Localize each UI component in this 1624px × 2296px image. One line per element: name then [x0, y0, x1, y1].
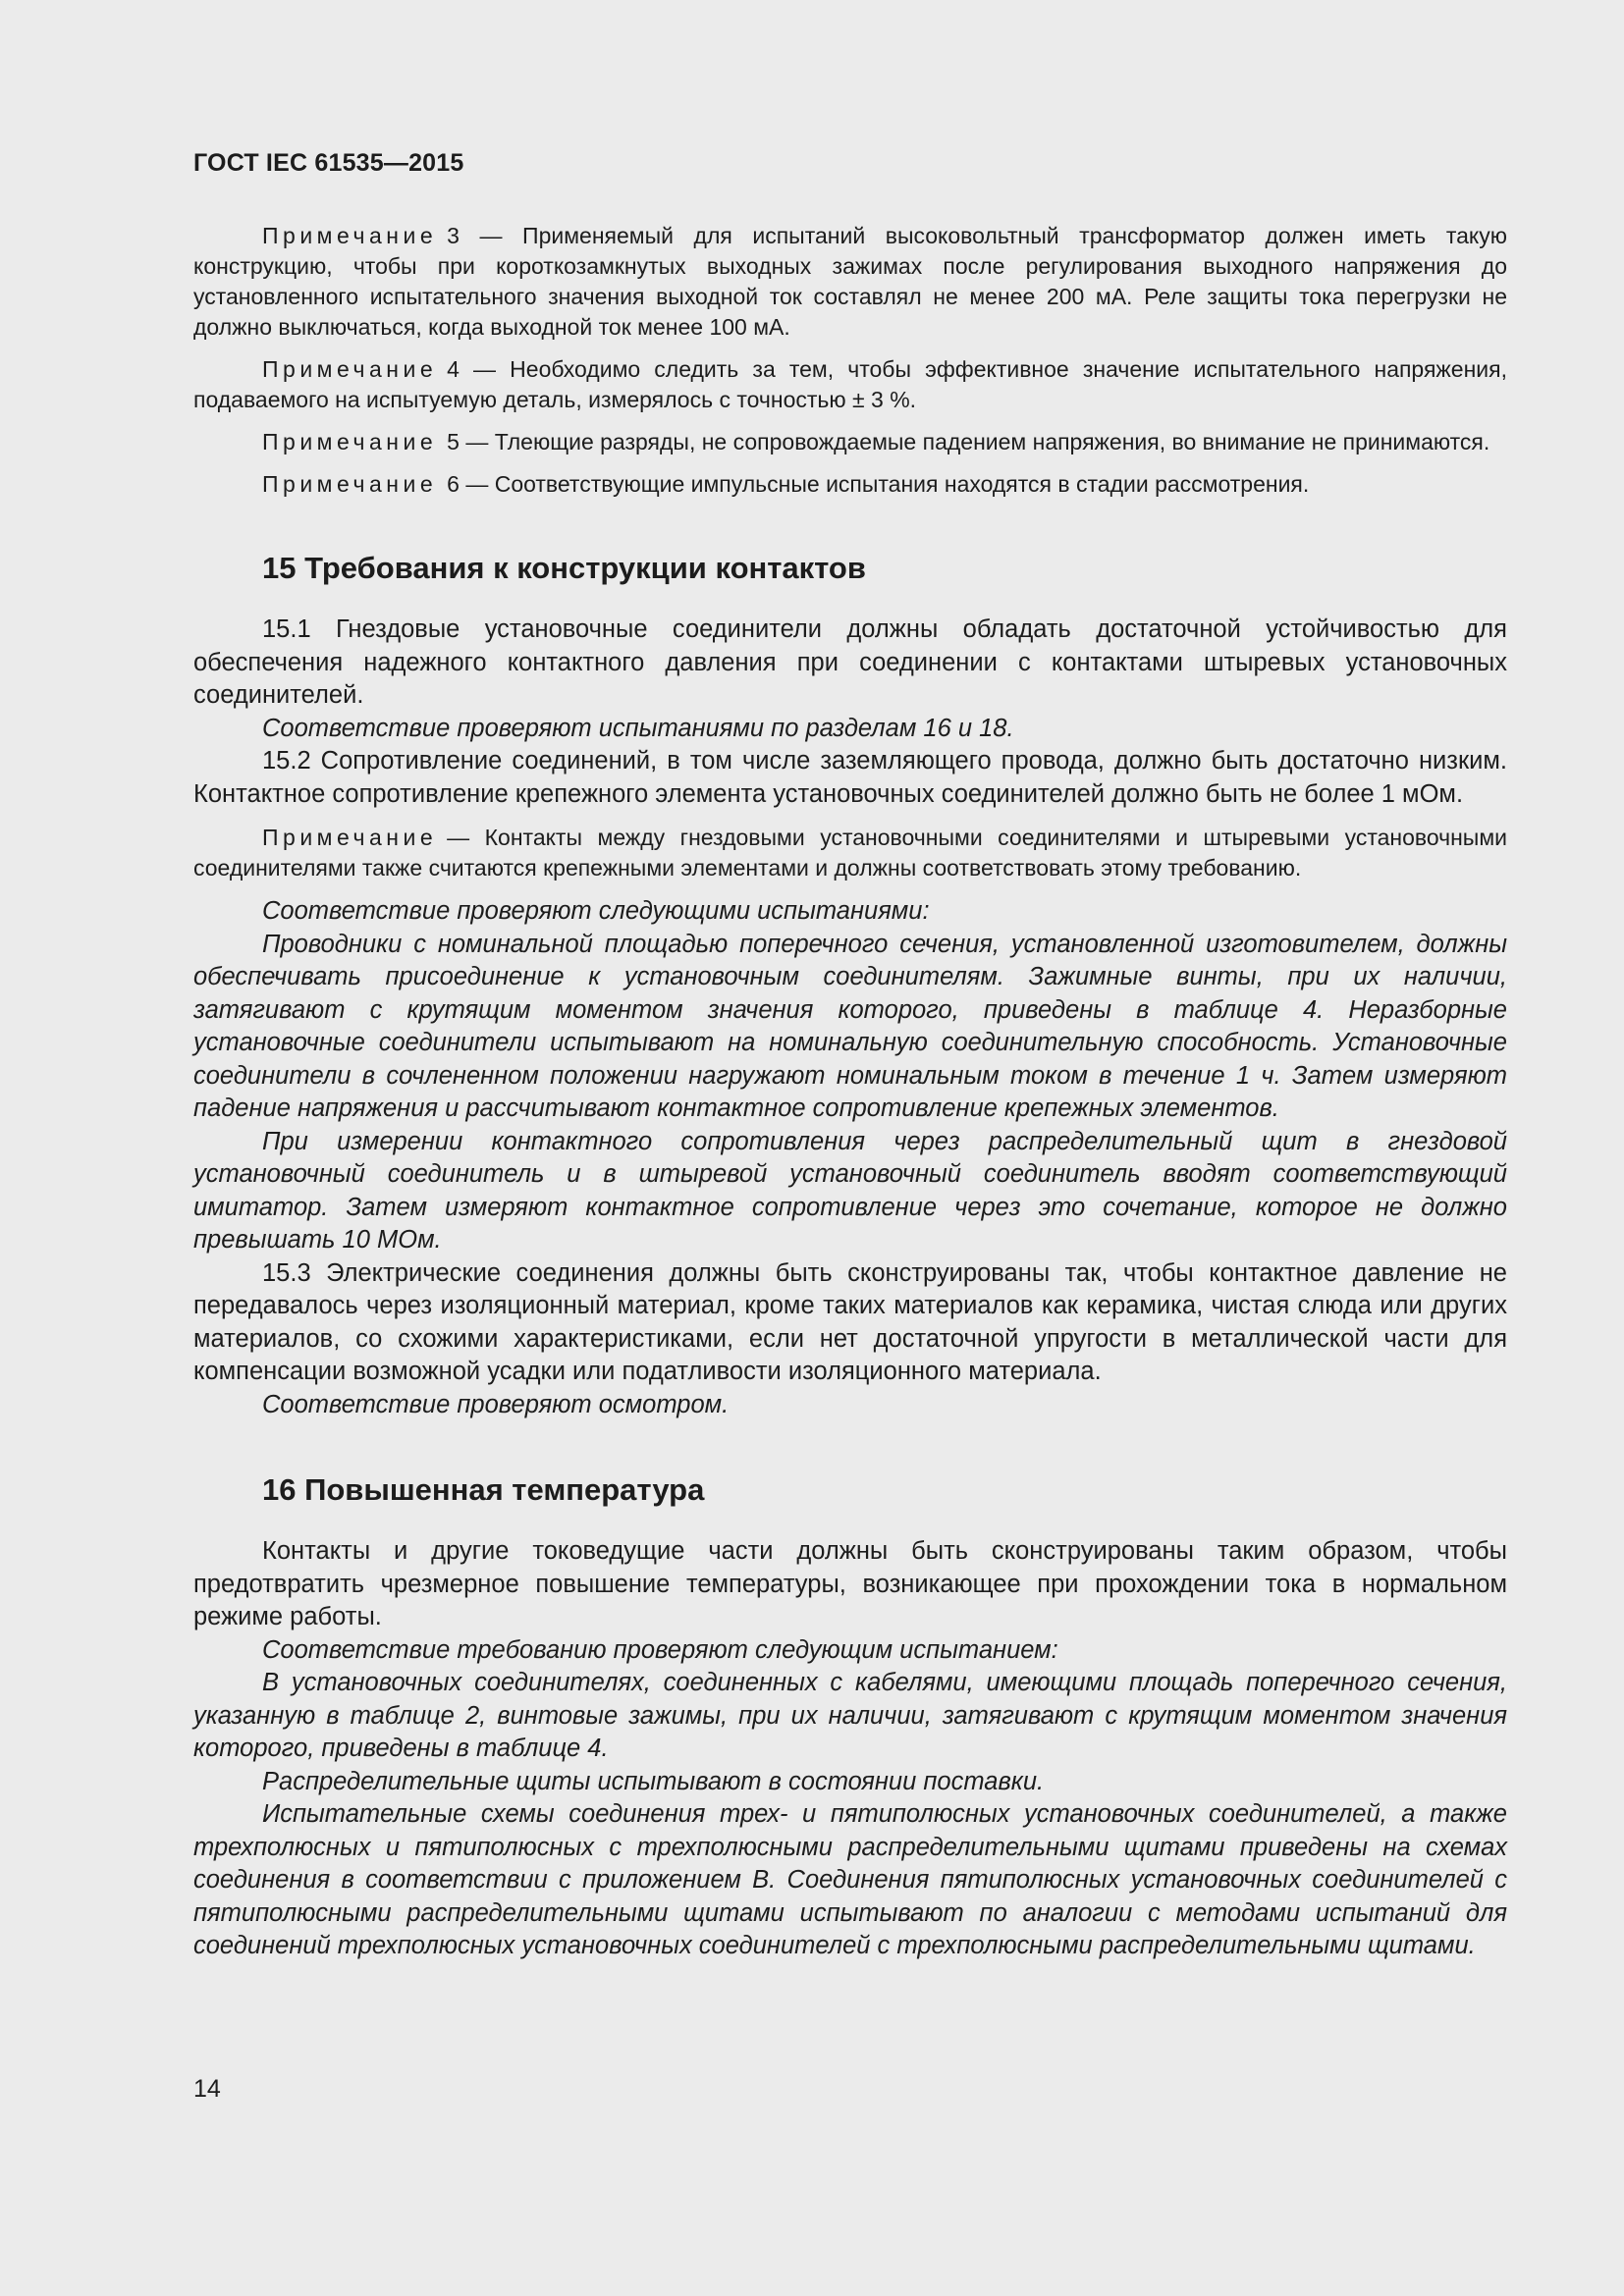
page-content	[193, 221, 1507, 1963]
clause-15-2: 15.2 Сопротивление соединений, в том числе заземляющего провода, должно быть достаточно низким. Контактное сопротивление крепежного элемента установочных соединителей должно быть не более 1 мОм.	[193, 747, 1507, 808]
note-5	[193, 427, 1507, 457]
note-3	[193, 221, 1507, 343]
section-15-heading: 15 Требования к конструкции контактов	[262, 551, 866, 585]
note-label: Примечание	[262, 825, 438, 850]
clause-16-intro: Контакты и другие токоведущие части должны быть сконструированы таким образом, чтобы предотвратить чрезмерное повышение температуры, возникающее при прохождении тока в нормальном режиме работы.	[193, 1537, 1507, 1630]
clause-15-3: 15.3 Электрические соединения должны быть сконструированы так, чтобы контактное давление не передавалось через изоляционный материал, кроме таких материалов как керамика, чистая слюда или других материалов, со схожими характеристиками, если нет достаточной упругости в металлической части для компенсации возможной усадки или податливости изоляционного материала.	[193, 1258, 1507, 1385]
note-text: — Контакты между гнездовыми установочными соединителями и штыревыми установочными соединителями также считаются крепежными элементами и должны соответствовать этому требованию.	[193, 825, 1507, 881]
clause-15-2-test-measurement: При измерении контактного сопротивления через распределительный щит в гнездовой установочный соединитель и в штыревой установочный соединитель вводят соответствующий имитатор. Затем измеряют контактное сопротивление через это сочетание, которое не должно превышать 10 МОм.	[193, 1127, 1507, 1254]
note-text: 3 — Применяемый для испытаний высоковольтный трансформатор должен иметь такую конструкцию, чтобы при короткозамкнутых выходных зажимах после регулирования выходного напряжения до установленного испытательного значения выходной ток составлял не менее 200 мА. Реле защиты тока перегрузки не должно выключаться, когда выходной ток менее 100 мА.	[193, 223, 1507, 340]
page-number: 14	[193, 2075, 221, 2103]
clause-16-test-cables: В установочных соединителях, соединенных с кабелями, имеющими площадь поперечного сечения, указанную в таблице 2, винтовые зажимы, при их наличии, затягивают с крутящим моментом значения которого, приведены в таблице 4.	[193, 1669, 1507, 1762]
clause-15-3-compliance: Соответствие проверяют осмотром.	[262, 1390, 730, 1418]
clause-15-1: 15.1 Гнездовые установочные соединители должны обладать достаточной устойчивостью для обеспечения надежного контактного давления при соединении с контактами штыревых установочных соединителей.	[193, 615, 1507, 709]
clause-16-test-schemes: Испытательные схемы соединения трех- и пятиполюсных установочных соединителей, а также трехполюсных и пятиполюсных с трехполюсными распределительными щитами приведены на схемах соединения в соответствии с приложением В. Соединения пятиполюсных установочных соединителей с пятиполюсными распределительными щитами испытывают по аналогии с методами испытаний для соединений трехполюсных установочных соединителей с трехполюсными распределительными щитами.	[193, 1800, 1507, 1959]
clause-16-compliance-intro: Соответствие требованию проверяют следующим испытанием:	[262, 1635, 1058, 1664]
note-label: Примечание	[262, 223, 438, 248]
note-15-2	[193, 823, 1507, 883]
note-text: 4 — Необходимо следить за тем, чтобы эффективное значение испытательного напряжения, подаваемого на испытуемую деталь, измерялось с точностью ± 3 %.	[193, 356, 1507, 412]
clause-15-2-test-conductors: Проводники с номинальной площадью поперечного сечения, установленной изготовителем, должны обеспечивать присоединение к установочным соединителям. Зажимные винты, при их наличии, затягивают с крутящим моментом значения которого, приведены в таблице 4. Неразборные установочные соединители испытывают на номинальную соединительную способность. Установочные соединители в сочлененном положении нагружают номинальным током в течение 1 ч. Затем измеряют падение напряжения и рассчитывают контактное сопротивление крепежных элементов.	[193, 930, 1507, 1122]
note-text: 6 — Соответствующие импульсные испытания находятся в стадии рассмотрения.	[447, 471, 1310, 497]
note-6	[193, 469, 1507, 500]
clause-15-1-compliance: Соответствие проверяют испытаниями по разделам 16 и 18.	[262, 714, 1014, 742]
note-label: Примечание	[262, 356, 438, 382]
document-code-header: ГОСТ IEC 61535—2015	[193, 149, 464, 177]
section-16-heading: 16 Повышенная температура	[262, 1472, 705, 1507]
note-label: Примечание	[262, 429, 438, 454]
note-4	[193, 354, 1507, 415]
note-label: Примечание	[262, 471, 438, 497]
clause-15-2-compliance-intro: Соответствие проверяют следующими испытаниями:	[262, 897, 930, 925]
clause-16-test-boards: Распределительные щиты испытывают в состоянии поставки.	[262, 1767, 1045, 1795]
note-text: 5 — Тлеющие разряды, не сопровождаемые падением напряжения, во внимание не принимаются.	[447, 429, 1490, 454]
